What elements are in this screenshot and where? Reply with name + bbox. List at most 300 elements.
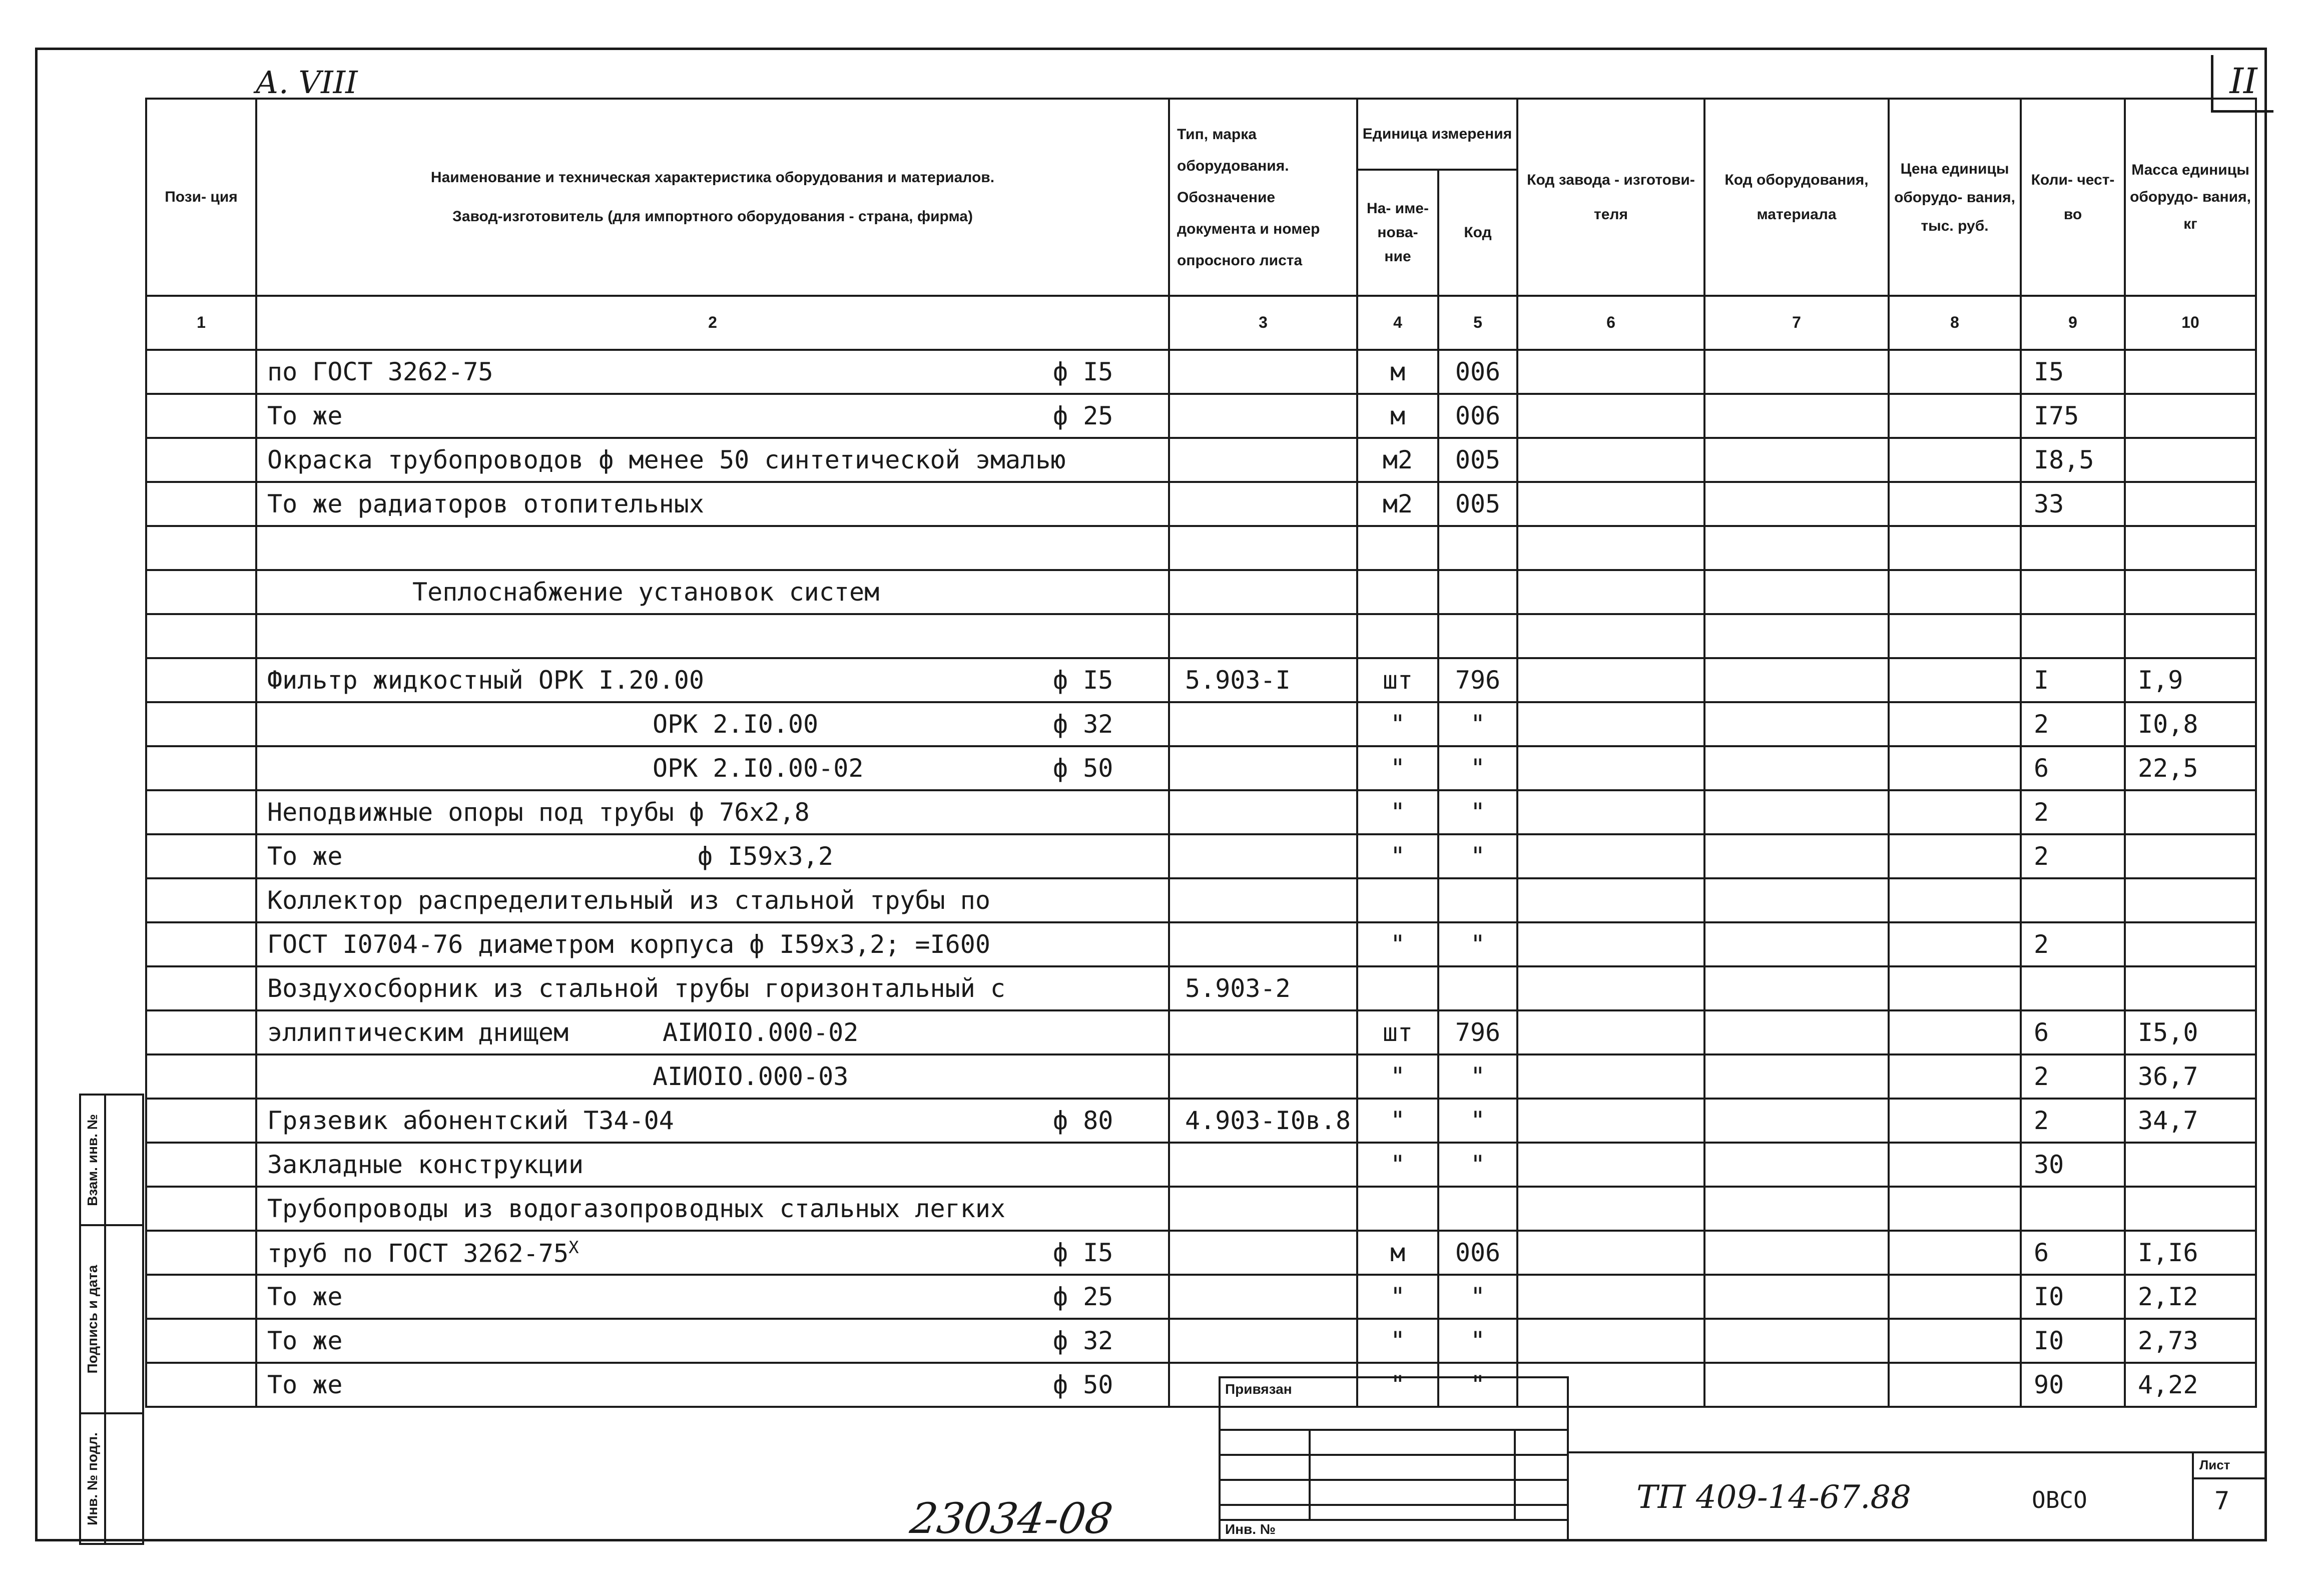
- cell-mass: 36,7: [2125, 1054, 2256, 1099]
- cell-name: [256, 526, 1169, 570]
- item-name: Фильтр жидкостный ОРК I.20.00: [267, 666, 704, 695]
- cell-mass: 2,I2: [2125, 1275, 2256, 1319]
- colnum: 3: [1169, 296, 1357, 350]
- cell-unit: ": [1357, 746, 1438, 790]
- cell-unit-code: [1438, 1187, 1517, 1231]
- header-name-line2: Завод-изготовитель (для импортного оборудования - страна, фирма): [452, 208, 973, 225]
- cell-unit: ": [1357, 702, 1438, 746]
- cell-name: [256, 1275, 1169, 1319]
- cell-quantity: 6: [2021, 1010, 2125, 1054]
- inv-label: Инв. №: [1225, 1521, 1276, 1537]
- cell-position: [146, 526, 256, 570]
- cell-price: [1889, 966, 2021, 1010]
- cell-mass: [2125, 790, 2256, 834]
- cell-factory-code: [1517, 438, 1704, 482]
- colnum: 2: [256, 296, 1169, 350]
- cell-mass: [2125, 438, 2256, 482]
- bound-stamp-box: [1219, 1376, 1569, 1541]
- cell-name: [256, 570, 1169, 614]
- cell-unit: ": [1357, 1363, 1438, 1407]
- item-diameter: ф I59х3,2: [698, 842, 833, 871]
- table-body: [146, 350, 2256, 1407]
- cell-price: [1889, 438, 2021, 482]
- cell-quantity: [2021, 526, 2125, 570]
- side-label: Взам. инв. №: [85, 1114, 100, 1206]
- cell-position: [146, 1010, 256, 1054]
- cell-equipment-code: [1704, 570, 1889, 614]
- cell-price: [1889, 1054, 2021, 1099]
- cell-mass: [2125, 350, 2256, 394]
- cell-unit-code: [1438, 570, 1517, 614]
- cell-equipment-code: [1704, 1099, 1889, 1143]
- cell-name: [256, 966, 1169, 1010]
- cell-mass: 2,73: [2125, 1319, 2256, 1363]
- cell-unit-code: ": [1438, 1143, 1517, 1187]
- table-row: [146, 746, 2256, 790]
- cell-name: [256, 878, 1169, 922]
- cell-price: [1889, 482, 2021, 526]
- item-name: Закладные конструкции: [267, 1150, 584, 1179]
- item-name: Грязевик абонентский Т34-04: [267, 1106, 674, 1135]
- cell-quantity: 90: [2021, 1363, 2125, 1407]
- cell-equipment-code: [1704, 966, 1889, 1010]
- cell-quantity: I8,5: [2021, 438, 2125, 482]
- cell-unit: ": [1357, 1099, 1438, 1143]
- header-equipment-code: Код оборудования, материала: [1704, 99, 1889, 296]
- cell-factory-code: [1517, 702, 1704, 746]
- colnum: 8: [1889, 296, 2021, 350]
- cell-name: [256, 834, 1169, 878]
- cell-doc: [1169, 350, 1357, 394]
- cell-factory-code: [1517, 878, 1704, 922]
- cell-factory-code: [1517, 570, 1704, 614]
- side-label: Инв. № подл.: [85, 1432, 100, 1525]
- item-superscript: Х: [568, 1237, 579, 1258]
- cell-equipment-code: [1704, 1143, 1889, 1187]
- colnum: 1: [146, 296, 256, 350]
- cell-price: [1889, 1363, 2021, 1407]
- cell-doc: [1169, 1143, 1357, 1187]
- bound-label: Привязан: [1225, 1381, 1292, 1397]
- cell-equipment-code: [1704, 1231, 1889, 1275]
- table-row: [146, 482, 2256, 526]
- header-type: Тип, марка оборудования. Обозначение документа и номер опросного листа: [1169, 99, 1357, 296]
- cell-equipment-code: [1704, 1319, 1889, 1363]
- cell-equipment-code: [1704, 394, 1889, 438]
- cell-unit-code: 006: [1438, 1231, 1517, 1275]
- colnum: 10: [2125, 296, 2256, 350]
- cell-equipment-code: [1704, 1010, 1889, 1054]
- cell-mass: [2125, 526, 2256, 570]
- item-name: эллиптическим днищем: [267, 1018, 569, 1047]
- cell-quantity: I: [2021, 658, 2125, 702]
- cell-doc: [1169, 570, 1357, 614]
- cell-mass: 34,7: [2125, 1099, 2256, 1143]
- cell-price: [1889, 1231, 2021, 1275]
- cell-quantity: 2: [2021, 922, 2125, 966]
- cell-factory-code: [1517, 1099, 1704, 1143]
- cell-name: [256, 1363, 1169, 1407]
- cell-quantity: [2021, 966, 2125, 1010]
- cell-unit-code: ": [1438, 1054, 1517, 1099]
- item-name: Окраска трубопроводов ф менее 50 синтетической эмалью: [267, 445, 1066, 474]
- cell-equipment-code: [1704, 438, 1889, 482]
- cell-equipment-code: [1704, 482, 1889, 526]
- cell-unit: м2: [1357, 482, 1438, 526]
- sheet-label: Лист: [2199, 1457, 2230, 1472]
- table-row: [146, 702, 2256, 746]
- cell-position: [146, 1231, 256, 1275]
- item-name: АIИОIО.000-03: [653, 1062, 849, 1091]
- top-note: А. VIII: [255, 64, 358, 101]
- cell-doc: [1169, 394, 1357, 438]
- cell-doc: [1169, 878, 1357, 922]
- table-row: [146, 438, 2256, 482]
- cell-equipment-code: [1704, 878, 1889, 922]
- cell-doc: [1169, 614, 1357, 658]
- cell-unit-code: ": [1438, 1275, 1517, 1319]
- cell-factory-code: [1517, 746, 1704, 790]
- cell-price: [1889, 570, 2021, 614]
- cell-price: [1889, 1187, 2021, 1231]
- table-row: [146, 1054, 2256, 1099]
- cell-mass: [2125, 966, 2256, 1010]
- cell-quantity: 2: [2021, 1099, 2125, 1143]
- cell-position: [146, 1275, 256, 1319]
- cell-quantity: I0: [2021, 1319, 2125, 1363]
- header-unit-code: Код: [1438, 170, 1517, 296]
- table-row: [146, 526, 2256, 570]
- cell-name: [256, 1099, 1169, 1143]
- cell-name: [256, 746, 1169, 790]
- table-row: [146, 1143, 2256, 1187]
- table-row: [146, 658, 2256, 702]
- item-diameter: ф I5: [1053, 666, 1113, 695]
- table-row: [146, 1010, 2256, 1054]
- cell-factory-code: [1517, 1231, 1704, 1275]
- cell-price: [1889, 702, 2021, 746]
- cell-name: [256, 922, 1169, 966]
- item-diameter: ф 80: [1053, 1106, 1113, 1135]
- cell-price: [1889, 1319, 2021, 1363]
- cell-mass: [2125, 614, 2256, 658]
- document-mark: ОВСО: [2032, 1486, 2087, 1513]
- table-row: [146, 1319, 2256, 1363]
- item-name: по ГОСТ 3262-75: [267, 357, 493, 386]
- cell-unit: [1357, 1187, 1438, 1231]
- cell-unit-code: 006: [1438, 394, 1517, 438]
- table-row: [146, 570, 2256, 614]
- header-position: Пози- ция: [146, 99, 256, 296]
- cell-price: [1889, 350, 2021, 394]
- cell-doc: [1169, 922, 1357, 966]
- item-diameter: ф 32: [1053, 1326, 1113, 1355]
- cell-price: [1889, 790, 2021, 834]
- cell-equipment-code: [1704, 922, 1889, 966]
- cell-doc: [1169, 1319, 1357, 1363]
- cell-quantity: [2021, 614, 2125, 658]
- cell-unit: шт: [1357, 1010, 1438, 1054]
- cell-doc: [1169, 1054, 1357, 1099]
- cell-equipment-code: [1704, 746, 1889, 790]
- cell-quantity: 2: [2021, 790, 2125, 834]
- cell-unit-code: ": [1438, 1363, 1517, 1407]
- cell-name: [256, 1319, 1169, 1363]
- header-price: Цена единицы оборудо- вания, тыс. руб.: [1889, 99, 2021, 296]
- cell-factory-code: [1517, 790, 1704, 834]
- cell-quantity: I0: [2021, 1275, 2125, 1319]
- cell-unit: ": [1357, 790, 1438, 834]
- cell-price: [1889, 1143, 2021, 1187]
- cell-doc: [1169, 1187, 1357, 1231]
- cell-quantity: [2021, 570, 2125, 614]
- cell-equipment-code: [1704, 1275, 1889, 1319]
- cell-position: [146, 1319, 256, 1363]
- cell-factory-code: [1517, 614, 1704, 658]
- cell-price: [1889, 614, 2021, 658]
- cell-position: [146, 746, 256, 790]
- item-name: То же радиаторов отопительных: [267, 489, 704, 518]
- item-name: ГОСТ I0704-76 диаметром корпуса ф I59х3,2; =I600: [267, 930, 990, 959]
- table-row: [146, 1187, 2256, 1231]
- cell-position: [146, 834, 256, 878]
- item-name: Воздухосборник из стальной трубы горизонтальный с: [267, 974, 1006, 1003]
- sheet-corner-number: II: [2229, 61, 2257, 102]
- table-row: [146, 790, 2256, 834]
- cell-position: [146, 1143, 256, 1187]
- cell-unit: [1357, 966, 1438, 1010]
- document-code: ТП 409-14-67.88: [1636, 1479, 1911, 1516]
- item-name: труб по ГОСТ 3262-75: [267, 1239, 569, 1268]
- cell-equipment-code: [1704, 834, 1889, 878]
- cell-unit: шт: [1357, 658, 1438, 702]
- cell-unit-code: 005: [1438, 482, 1517, 526]
- cell-price: [1889, 394, 2021, 438]
- cell-name: [256, 1054, 1169, 1099]
- cell-position: [146, 438, 256, 482]
- table-row: [146, 966, 2256, 1010]
- cell-factory-code: [1517, 1054, 1704, 1099]
- table-row: [146, 614, 2256, 658]
- cell-factory-code: [1517, 1319, 1704, 1363]
- item-name: То же: [267, 1282, 343, 1311]
- cell-position: [146, 1054, 256, 1099]
- cell-mass: I0,8: [2125, 702, 2256, 746]
- table-row: [146, 1231, 2256, 1275]
- cell-equipment-code: [1704, 1363, 1889, 1407]
- cell-mass: [2125, 834, 2256, 878]
- cell-doc: [1169, 1275, 1357, 1319]
- colnum: 5: [1438, 296, 1517, 350]
- item-diameter: ф 50: [1053, 754, 1113, 783]
- table-row: [146, 1275, 2256, 1319]
- item-diameter: ф 25: [1053, 401, 1113, 430]
- header-quantity: Коли- чест- во: [2021, 99, 2125, 296]
- side-label: Подпись и дата: [85, 1265, 100, 1374]
- item-diameter: ф I5: [1053, 1238, 1113, 1267]
- cell-doc: [1169, 1231, 1357, 1275]
- cell-unit: [1357, 526, 1438, 570]
- table-row: [146, 922, 2256, 966]
- cell-unit: м: [1357, 350, 1438, 394]
- item-diameter: ф 50: [1053, 1370, 1113, 1399]
- header-name: [256, 99, 1169, 296]
- cell-unit: ": [1357, 1319, 1438, 1363]
- cell-unit-code: ": [1438, 746, 1517, 790]
- cell-unit-code: ": [1438, 790, 1517, 834]
- cell-unit-code: 796: [1438, 1010, 1517, 1054]
- item-name: Коллектор распределительный из стальной трубы по: [267, 886, 990, 915]
- cell-position: [146, 1099, 256, 1143]
- item-name: Неподвижные опоры под трубы ф 76х2,8: [267, 798, 810, 827]
- cell-mass: I,I6: [2125, 1231, 2256, 1275]
- cell-equipment-code: [1704, 790, 1889, 834]
- cell-name: [256, 1143, 1169, 1187]
- cell-position: [146, 350, 256, 394]
- cell-position: [146, 922, 256, 966]
- cell-unit-code: ": [1438, 702, 1517, 746]
- cell-equipment-code: [1704, 614, 1889, 658]
- cell-equipment-code: [1704, 1054, 1889, 1099]
- side-stamp-inv-orig: [79, 1412, 144, 1545]
- cell-unit-code: ": [1438, 834, 1517, 878]
- item-name: То же: [267, 842, 343, 871]
- cell-unit: [1357, 570, 1438, 614]
- cell-price: [1889, 834, 2021, 878]
- cell-factory-code: [1517, 394, 1704, 438]
- cell-doc: 4.903-I0в.8: [1169, 1099, 1357, 1143]
- cell-factory-code: [1517, 350, 1704, 394]
- cell-factory-code: [1517, 834, 1704, 878]
- colnum: 4: [1357, 296, 1438, 350]
- cell-factory-code: [1517, 482, 1704, 526]
- cell-name: [256, 658, 1169, 702]
- cell-unit-code: [1438, 878, 1517, 922]
- cell-mass: [2125, 482, 2256, 526]
- cell-unit: ": [1357, 1275, 1438, 1319]
- item-code-label: АIИОIО.000-02: [663, 1018, 859, 1047]
- cell-quantity: [2021, 1187, 2125, 1231]
- cell-unit-code: [1438, 526, 1517, 570]
- cell-factory-code: [1517, 1143, 1704, 1187]
- cell-doc: [1169, 790, 1357, 834]
- item-diameter: ф 25: [1053, 1282, 1113, 1311]
- cell-name: [256, 1187, 1169, 1231]
- colnum: 6: [1517, 296, 1704, 350]
- cell-mass: [2125, 922, 2256, 966]
- cell-doc: [1169, 834, 1357, 878]
- cell-unit: ": [1357, 1143, 1438, 1187]
- cell-doc: [1169, 1010, 1357, 1054]
- cell-quantity: [2021, 878, 2125, 922]
- header-name-line1: Наименование и техническая характеристика оборудования и материалов.: [430, 169, 995, 186]
- cell-name: [256, 482, 1169, 526]
- cell-quantity: I75: [2021, 394, 2125, 438]
- item-name: То же: [267, 401, 343, 430]
- item-name: То же: [267, 1326, 343, 1355]
- cell-position: [146, 1363, 256, 1407]
- cell-price: [1889, 746, 2021, 790]
- cell-position: [146, 790, 256, 834]
- cell-position: [146, 702, 256, 746]
- cell-factory-code: [1517, 526, 1704, 570]
- cell-price: [1889, 658, 2021, 702]
- item-name: То же: [267, 1370, 343, 1399]
- cell-equipment-code: [1704, 526, 1889, 570]
- cell-doc: 5.903-I: [1169, 658, 1357, 702]
- column-numbers-row: [146, 296, 2256, 350]
- cell-position: [146, 658, 256, 702]
- cell-name: [256, 1231, 1169, 1275]
- item-name: Трубопроводы из водогазопроводных стальных легких: [267, 1194, 1006, 1223]
- cell-unit-code: ": [1438, 1099, 1517, 1143]
- header-mass: Масса единицы оборудо- вания, кг: [2125, 99, 2256, 296]
- cell-quantity: I5: [2021, 350, 2125, 394]
- cell-quantity: 30: [2021, 1143, 2125, 1187]
- cell-quantity: 2: [2021, 834, 2125, 878]
- item-name: Теплоснабжение установок систем: [412, 578, 880, 607]
- cell-unit: м: [1357, 1231, 1438, 1275]
- cell-mass: 4,22: [2125, 1363, 2256, 1407]
- cell-factory-code: [1517, 1187, 1704, 1231]
- cell-unit: ": [1357, 922, 1438, 966]
- cell-equipment-code: [1704, 658, 1889, 702]
- cell-name: [256, 394, 1169, 438]
- cell-factory-code: [1517, 922, 1704, 966]
- cell-unit: м2: [1357, 438, 1438, 482]
- cell-mass: I5,0: [2125, 1010, 2256, 1054]
- cell-factory-code: [1517, 966, 1704, 1010]
- cell-factory-code: [1517, 1010, 1704, 1054]
- cell-factory-code: [1517, 1275, 1704, 1319]
- item-name: ОРК 2.I0.00-02: [653, 754, 864, 783]
- cell-name: [256, 1010, 1169, 1054]
- cell-name: [256, 350, 1169, 394]
- cell-equipment-code: [1704, 702, 1889, 746]
- cell-position: [146, 570, 256, 614]
- cell-unit: ": [1357, 1054, 1438, 1099]
- cell-mass: [2125, 570, 2256, 614]
- cell-unit-code: ": [1438, 1319, 1517, 1363]
- cell-name: [256, 438, 1169, 482]
- cell-doc: 5.903-2: [1169, 966, 1357, 1010]
- table-row: [146, 350, 2256, 394]
- cell-name: [256, 702, 1169, 746]
- cell-doc: [1169, 702, 1357, 746]
- table-row: [146, 1099, 2256, 1143]
- table-row: [146, 394, 2256, 438]
- cell-unit: м: [1357, 394, 1438, 438]
- cell-unit-code: 006: [1438, 350, 1517, 394]
- cell-quantity: 33: [2021, 482, 2125, 526]
- cell-equipment-code: [1704, 350, 1889, 394]
- cell-position: [146, 482, 256, 526]
- table-row: [146, 834, 2256, 878]
- cell-mass: [2125, 1187, 2256, 1231]
- cell-factory-code: [1517, 658, 1704, 702]
- item-diameter: ф 32: [1053, 710, 1113, 739]
- cell-unit: [1357, 614, 1438, 658]
- cell-position: [146, 614, 256, 658]
- cell-price: [1889, 878, 2021, 922]
- cell-quantity: 2: [2021, 702, 2125, 746]
- cell-equipment-code: [1704, 1187, 1889, 1231]
- cell-quantity: 2: [2021, 1054, 2125, 1099]
- cell-doc: [1169, 746, 1357, 790]
- colnum: 7: [1704, 296, 1889, 350]
- item-name: ОРК 2.I0.00: [653, 710, 819, 739]
- cell-quantity: 6: [2021, 1231, 2125, 1275]
